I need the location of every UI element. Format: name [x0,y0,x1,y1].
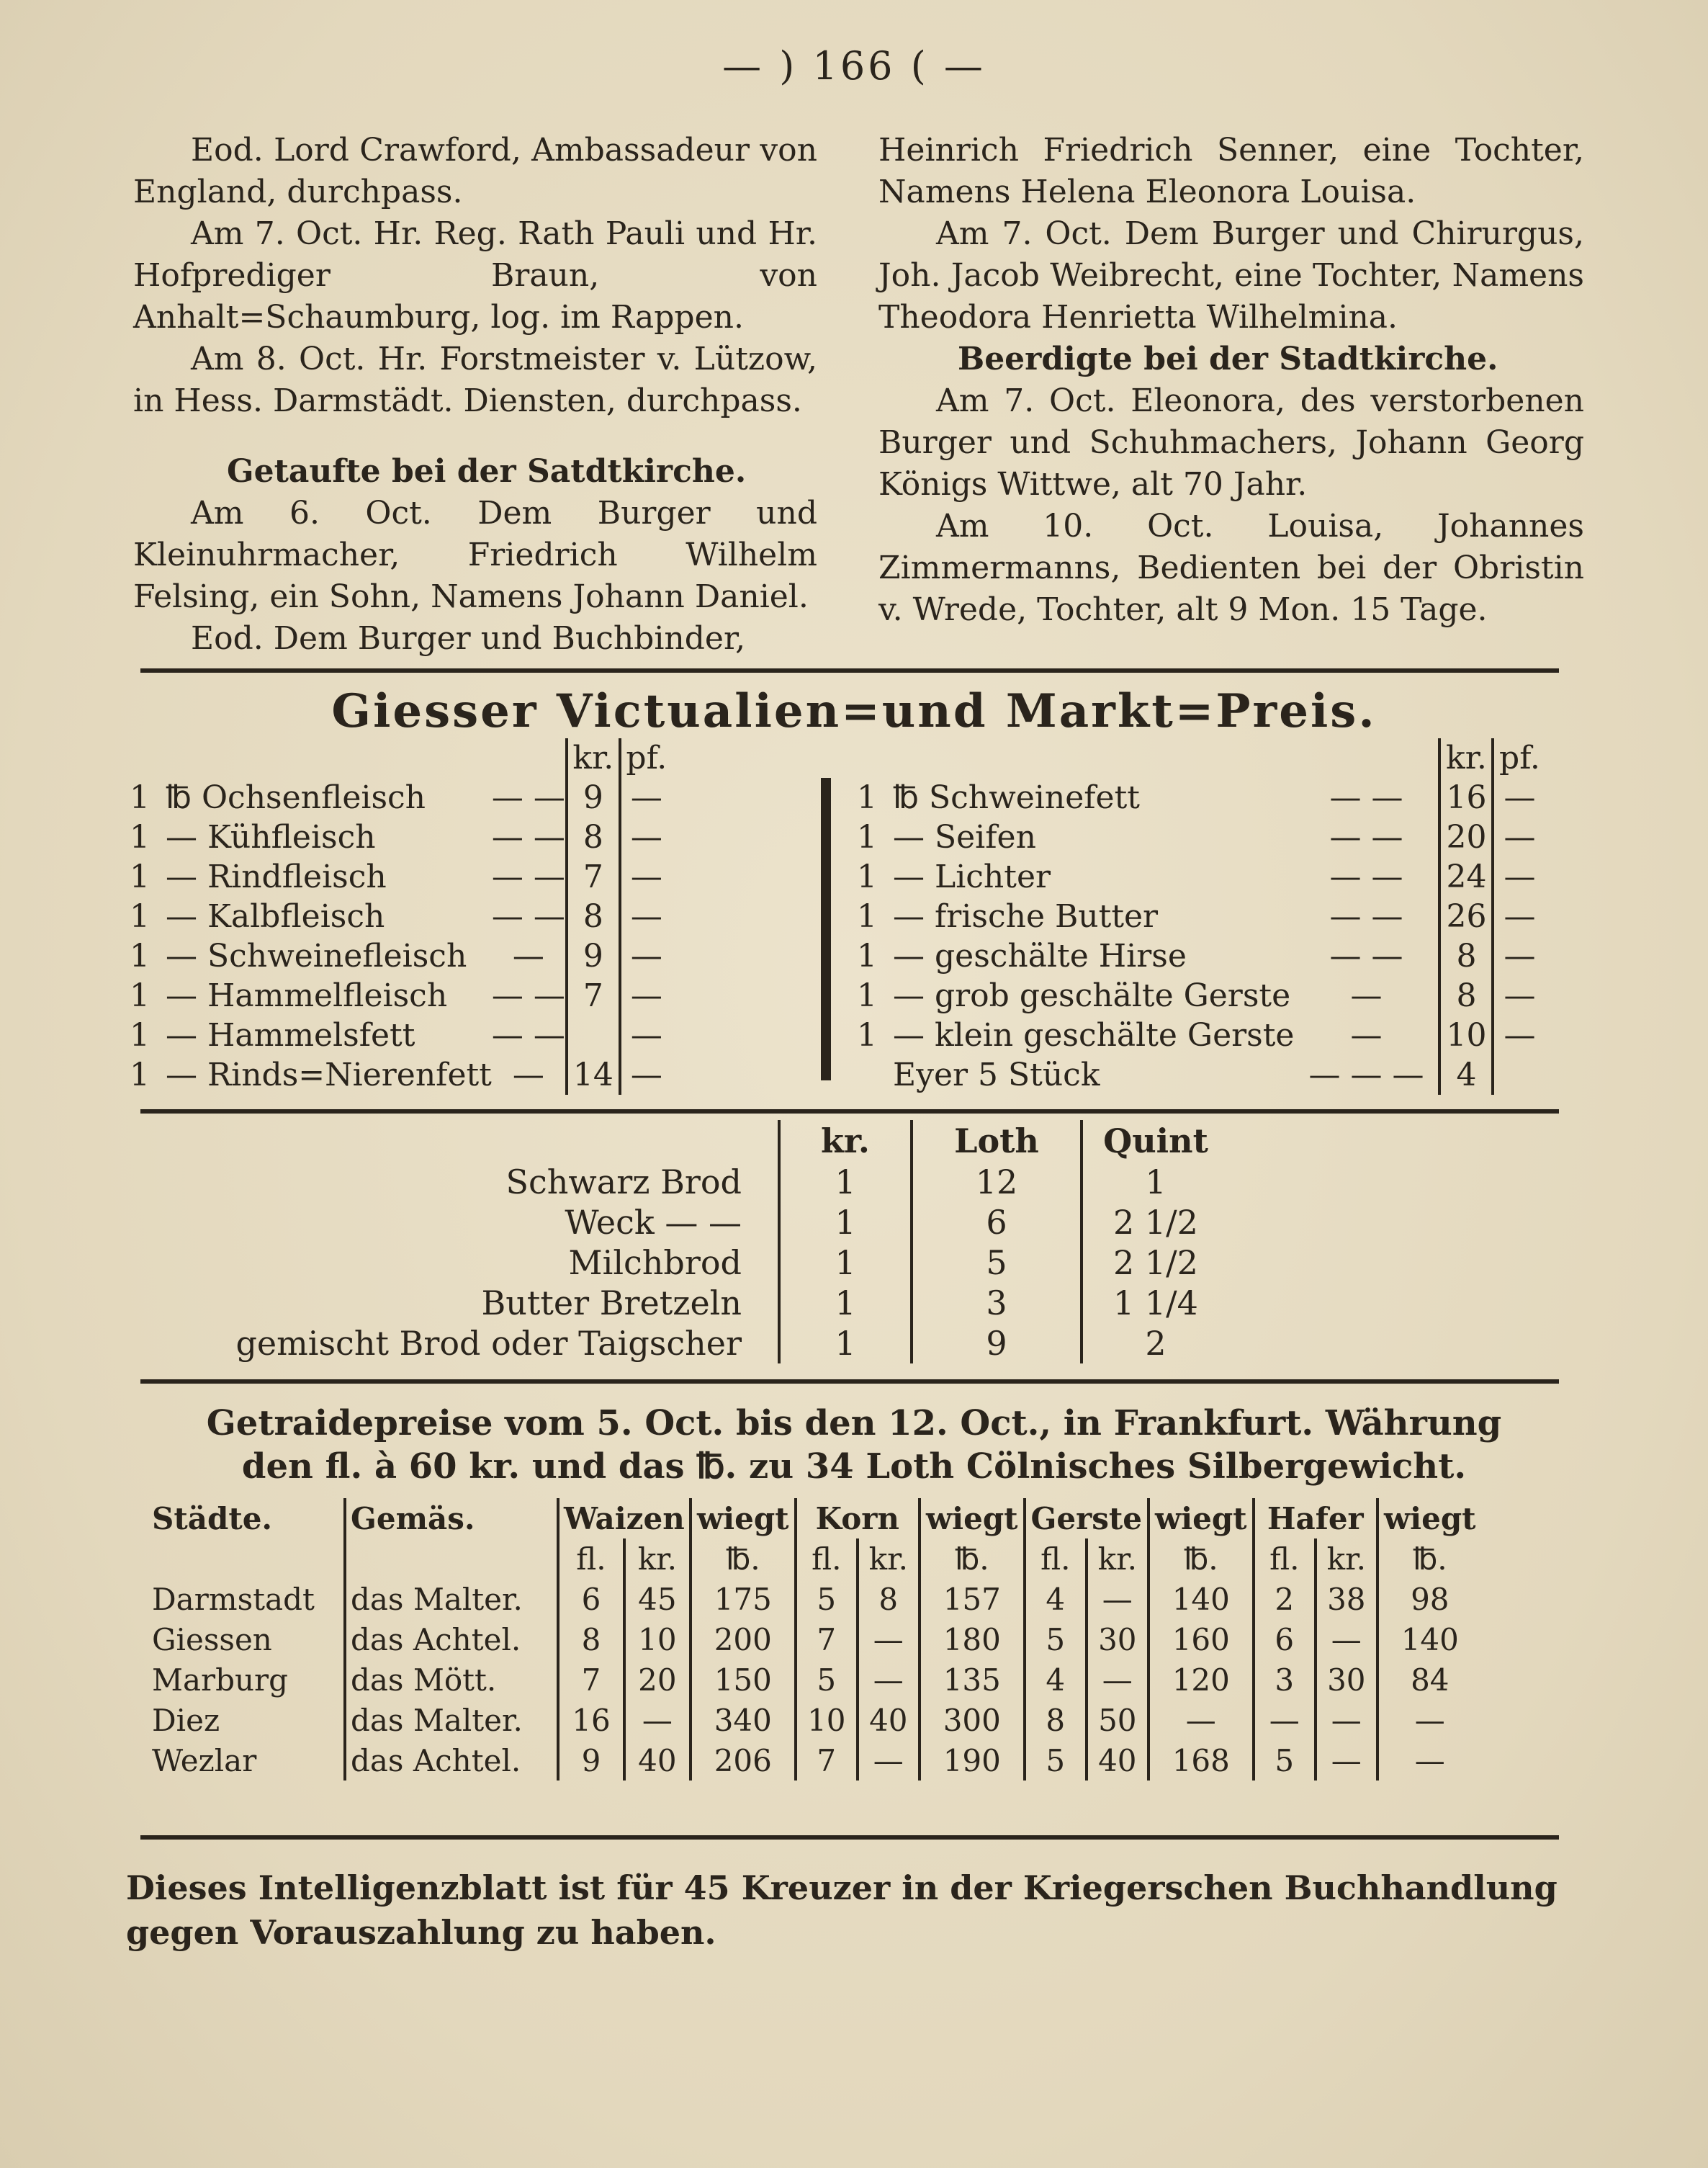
market-row: 1 — Hammelsfett — — — [130,1016,672,1055]
notice-luetzow: Am 8. Oct. Hr. Forstmeister v. Lützow, in Hess. Darmstädt. Diensten, durchpass. [133,341,817,419]
market-row: 1 — klein geschälte Gerste — 10 — [857,1016,1545,1055]
notice-zimmermann: Am 10. Oct. Louisa, Johannes Zimmermanns, Bedienten bei der Obristin v. Wrede, Tochter, alt 9 Mon. 15 Tage. [878,508,1584,628]
market-row: 1 — Lichter — — 24 — [857,857,1545,897]
market-table-right [857,738,1545,1095]
market-row: 1 — Schweinefleisch — 9 — [130,936,672,976]
notice-koenig: Am 7. Oct. Eleonora, des verstorbenen Burger und Schuhmachers, Johann Georg Königs Wittwe, alt 70 Jahr. [878,382,1584,503]
grain-row: Wezlar das Achtel. 9 40 206 7 — 190 5 40 168 5 — — [148,1740,1481,1780]
left-column [133,130,817,660]
kr-header-right: kr. [1439,738,1493,778]
notice-senner: Heinrich Friedrich Senner, eine Tochter, Namens Helena Eleonora Louisa. [878,132,1584,210]
staedte-header: Städte. [152,1500,273,1536]
market-row: 1 — Seifen — — 20 — [857,818,1545,857]
market-row: 1 — grob geschälte Gerste — 8 — [857,976,1545,1016]
grain-row: Giessen das Achtel. 8 10 200 7 — 180 5 30 160 6 — 140 [148,1619,1481,1659]
grain-table: Städte. Gemäs. Waizen wiegt Korn wiegt Gerste wiegt Hafer wiegt fl. kr. ℔. fl. kr. ℔. fl. kr. ℔. fl. kr. ℔. Darmstadt das Malter. 6 45 175 5 8 157 4 — 140 2 38 98 Giessen das Achtel. 8 10 200 7 — 180 5 30 160 6 — 140 Marburg das Mött. 7 20 150 5 — 135 4 — 120 3 30 84 Diez das Malter. 16 — 340 10 40 300 8 50 — — — — Wezlar das Achtel. 9 40 206 7 — 190 5 40 168 5 — — [148,1498,1481,1780]
gemaes-header: Gemäs. [345,1498,558,1538]
market-row: 1 — Rinds=Nierenfett — 14 — [130,1055,672,1095]
market-row: Eyer 5 Stück — — — 4 [857,1055,1545,1095]
bread-row: Butter Bretzeln 1 3 1 1/4 [187,1283,1228,1323]
market-row: 1 — Hammelfleisch — — 7 — [130,976,672,1016]
grain-row: Darmstadt das Malter. 6 45 175 5 8 157 4 — 140 2 38 98 [148,1579,1481,1619]
bread-row: gemischt Brod oder Taigscher 1 9 2 [187,1323,1228,1363]
bread-loth-header: Loth [912,1120,1082,1162]
market-row: 1 — frische Butter — — 26 — [857,897,1545,936]
korn-header: Korn [796,1498,920,1538]
market-table-left [130,738,672,1095]
footer-notice: Dieses Intelligenzblatt ist für 45 Kreuzer in der Kriegerschen Buchhandlung gegen Vorauszahlung zu haben. [126,1868,1558,1952]
grain-row: Diez das Malter. 16 — 340 10 40 300 8 50 — — — — [148,1700,1481,1740]
bread-row: Schwarz Brod 1 12 1 [187,1162,1228,1202]
bread-row: Milchbrod 1 5 2 1/2 [187,1242,1228,1283]
market-row: 1 — Kalbfleisch — — 8 — [130,897,672,936]
column-separator-bar [821,778,831,1080]
grain-title-line1: Getraidepreise vom 5. Oct. bis den 12. Oct., in Frankfurt. Währung [206,1403,1502,1443]
burials-heading: Beerdigte bei der Stadtkirche. [958,341,1498,377]
divider-rule [140,668,1559,673]
notice-pauli: Am 7. Oct. Hr. Reg. Rath Pauli und Hr. Hofprediger Braun, von Anhalt=Schaumburg, log. im Rappen. [133,215,817,336]
divider-rule [140,1835,1559,1840]
market-row: 1 ℔ Ochsenfleisch — — 9 — [130,778,672,818]
bread-kr-header: kr. [779,1120,912,1162]
kr-header: kr. [567,738,620,778]
baptisms-heading: Getaufte bei der Satdtkirche. [227,453,747,490]
hafer-header: Hafer [1254,1498,1377,1538]
pf-header: pf. [620,738,672,778]
market-title: Giesser Victualien=und Markt=Preis. [331,684,1377,738]
right-column [878,130,1584,631]
divider-rule [140,1379,1559,1384]
market-row: 1 — geschälte Hirse — — 8 — [857,936,1545,976]
market-row: 1 ℔ Schweinefett — — 16 — [857,778,1545,818]
market-row: 1 — Kühfleisch — — 8 — [130,818,672,857]
bread-table [187,1120,1228,1363]
waizen-header: Waizen [558,1498,691,1538]
notice-weibrecht: Am 7. Oct. Dem Burger und Chirurgus, Joh. Jacob Weibrecht, eine Tochter, Namens Theodora Henrietta Wilhelmina. [878,215,1584,336]
page-number: — ) 166 ( — [722,43,986,89]
grain-title-line2: den fl. à 60 kr. und das ℔. zu 34 Loth Cölnisches Silbergewicht. [241,1446,1467,1487]
market-row: 1 — Rindfleisch — — 7 — [130,857,672,897]
divider-rule [140,1109,1559,1114]
notice-crawford: Eod. Lord Crawford, Ambassadeur von England, durchpass. [133,132,817,210]
bread-row: Weck — — 1 6 2 1/2 [187,1202,1228,1242]
grain-row: Marburg das Mött. 7 20 150 5 — 135 4 — 120 3 30 84 [148,1659,1481,1700]
gerste-header: Gerste [1025,1498,1149,1538]
notice-felsing: Am 6. Oct. Dem Burger und Kleinuhrmacher, Friedrich Wilhelm Felsing, ein Sohn, Namens Johann Daniel. [133,495,817,615]
bread-quint-header: Quint [1082,1120,1228,1162]
notice-buchbinder: Eod. Dem Burger und Buchbinder, [191,620,746,657]
pf-header-right: pf. [1493,738,1545,778]
